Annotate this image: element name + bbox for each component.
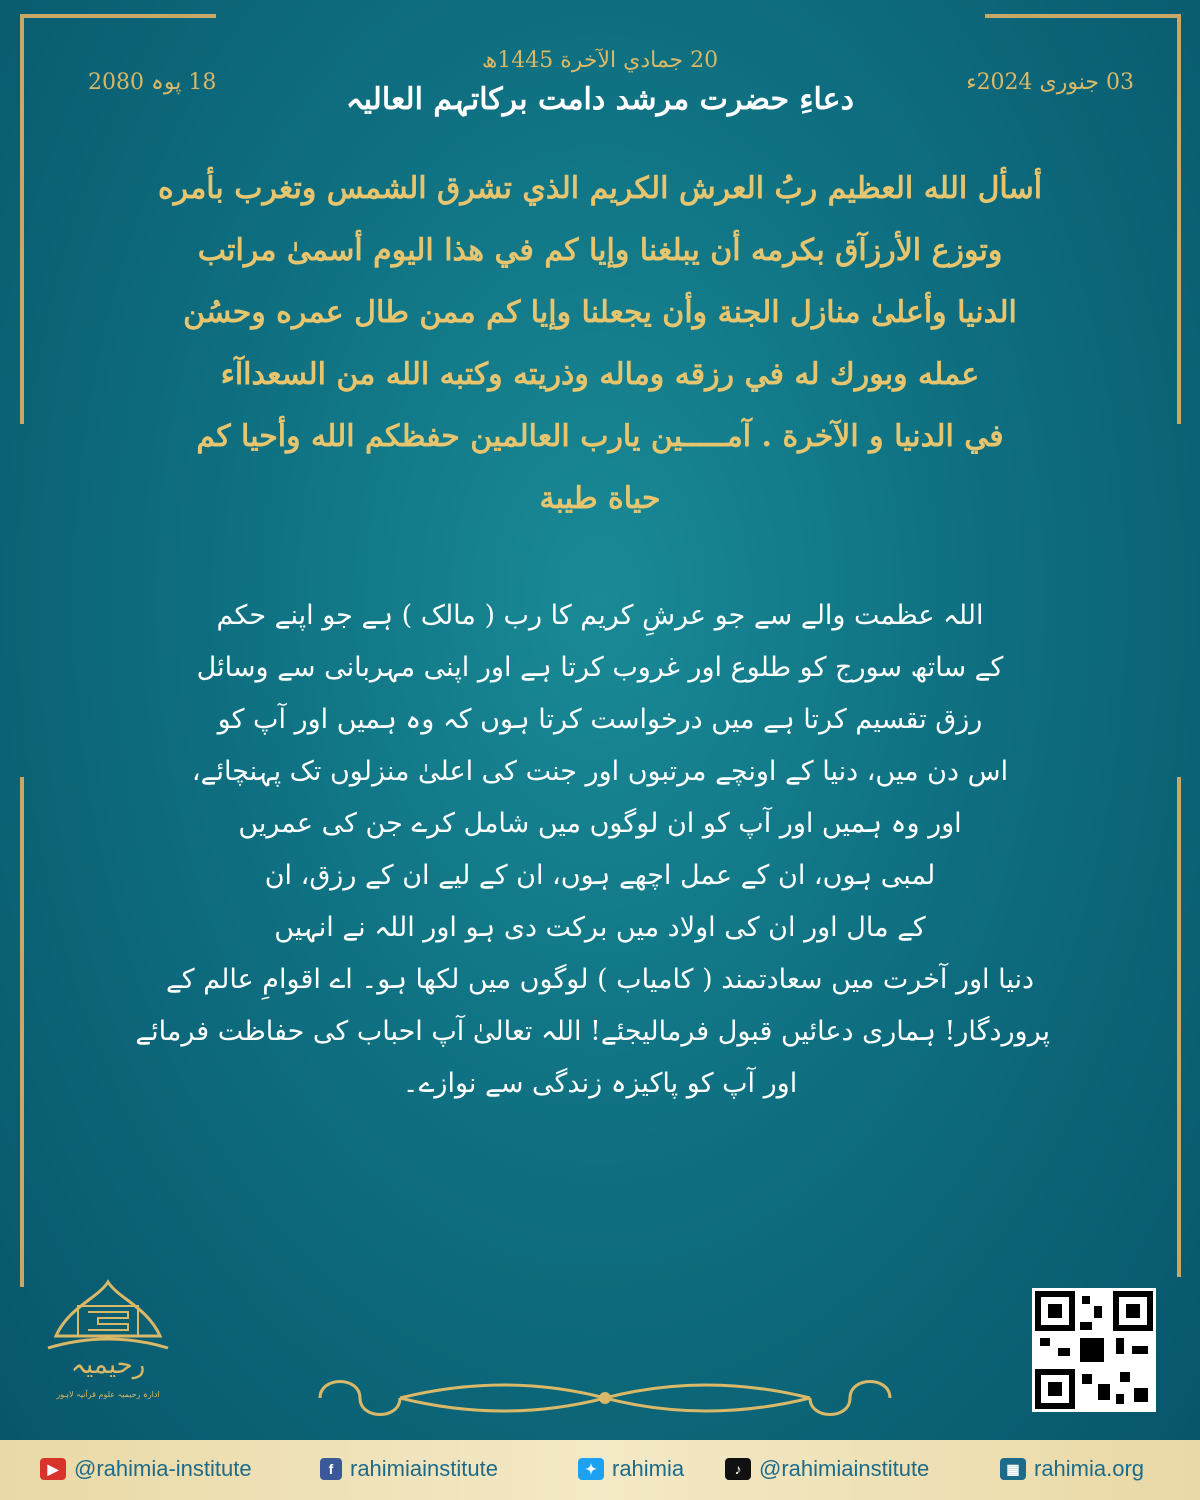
arabic-line: وتوزع الأرزآق بكرمه أن يبلغنا وإيا كم في هذا اليوم أسمىٰ مراتب <box>197 233 1003 268</box>
tiktok-handle: @rahimiainstitute <box>759 1456 930 1481</box>
arabic-prayer <box>150 158 1050 530</box>
urdu-line: اور آپ کو پاکیزہ زندگی سے نوازے۔ <box>402 1068 798 1099</box>
frame-right-top <box>1177 14 1181 424</box>
arabic-line: حياة طيبة <box>539 481 661 516</box>
urdu-line: کے مال اور ان کی اولاد میں برکت دی ہو اور اللہ نے انہیں <box>274 912 926 943</box>
frame-left-top <box>20 14 24 424</box>
footer-bar <box>0 1440 1200 1500</box>
website-link[interactable] <box>1000 1454 1144 1484</box>
twitter-icon: ✦ <box>578 1458 604 1480</box>
hijri-date: 20 جمادي الآخرة 1445ھ <box>481 48 719 73</box>
urdu-line: دنیا اور آخرت میں سعادتمند ( کامیاب ) لوگوں میں لکھا ہو۔ اے اقوامِ عالم کے <box>165 964 1035 995</box>
arabic-line: الدنيا وأعلىٰ منازل الجنة وأن يجعلنا وإيا كم ممن طال عمره وحسُن <box>183 295 1017 330</box>
urdu-line: رزق تقسیم کرتا ہے میں درخواست کرتا ہوں کہ وہ ہمیں اور آپ کو <box>217 704 983 735</box>
urdu-line: اور وہ ہمیں اور آپ کو ان لوگوں میں شامل کرے جن کی عمریں <box>238 808 962 839</box>
rahimia-logo-icon <box>38 1278 178 1428</box>
frame-left-bottom <box>20 777 24 1287</box>
facebook-handle: rahimiainstitute <box>350 1456 498 1481</box>
facebook-icon: f <box>320 1458 342 1480</box>
urdu-line: اللہ عظمت والے سے جو عرشِ کریم کا رب ( مالک ) ہے جو اپنے حکم <box>216 600 984 631</box>
ornament-divider <box>300 1368 910 1428</box>
youtube-icon: ▶ <box>40 1458 66 1480</box>
tiktok-icon: ♪ <box>725 1458 751 1480</box>
frame-right-bottom <box>1177 777 1181 1277</box>
urdu-line: اس دن میں، دنیا کے اونچے مرتبوں اور جنت کی اعلیٰ منزلوں تک پہنچائے، <box>191 756 1009 787</box>
youtube-link[interactable] <box>40 1454 252 1484</box>
arabic-line: في الدنيا و الآخرة . آمـــــين يارب العالمين حفظكم الله وأحيا كم <box>196 419 1004 454</box>
urdu-line: پروردگار! ہماری دعائیں قبول فرمالیجئے! اللہ تعالیٰ آپ احباب کی حفاظت فرمائے <box>135 1016 1050 1047</box>
arabic-line: أسأل الله العظيم ربُ العرش الكريم الذي تشرق الشمس وتغرب بأمره <box>157 171 1043 206</box>
website-url: rahimia.org <box>1034 1456 1145 1481</box>
arabic-line: عمله وبورك له في رزقه وماله وذريته وكتبه الله من السعداآء <box>220 357 980 392</box>
website-qr-icon: ▦ <box>1000 1458 1026 1480</box>
qr-code-icon[interactable] <box>1032 1288 1156 1412</box>
frame-top-right <box>985 14 1181 18</box>
twitter-link[interactable] <box>578 1454 684 1484</box>
gregorian-date: 03 جنوری 2024ء <box>966 70 1134 95</box>
facebook-link[interactable] <box>320 1454 498 1484</box>
urdu-line: کے ساتھ سورج کو طلوع اور غروب کرتا ہے اور اپنی مہربانی سے وسائل <box>196 652 1004 683</box>
twitter-handle: rahimia <box>612 1456 685 1481</box>
urdu-translation <box>135 590 1050 1110</box>
page-title: دعاءِ حضرت مرشد دامت برکاتہم العالیہ <box>346 82 854 117</box>
logo-subtitle: ادارہ رحیمیہ علوم قرآنیہ لاہور <box>56 1390 160 1399</box>
logo-text: رحیمیہ <box>70 1350 146 1380</box>
youtube-handle: @rahimia-institute <box>74 1456 252 1481</box>
frame-top-left <box>20 14 216 18</box>
urdu-line: لمبی ہوں، ان کے عمل اچھے ہوں، ان کے لیے ان کے رزق، ان <box>264 860 936 891</box>
bikrami-date: 18 پوہ 2080 <box>88 70 217 95</box>
tiktok-link[interactable] <box>725 1454 929 1484</box>
